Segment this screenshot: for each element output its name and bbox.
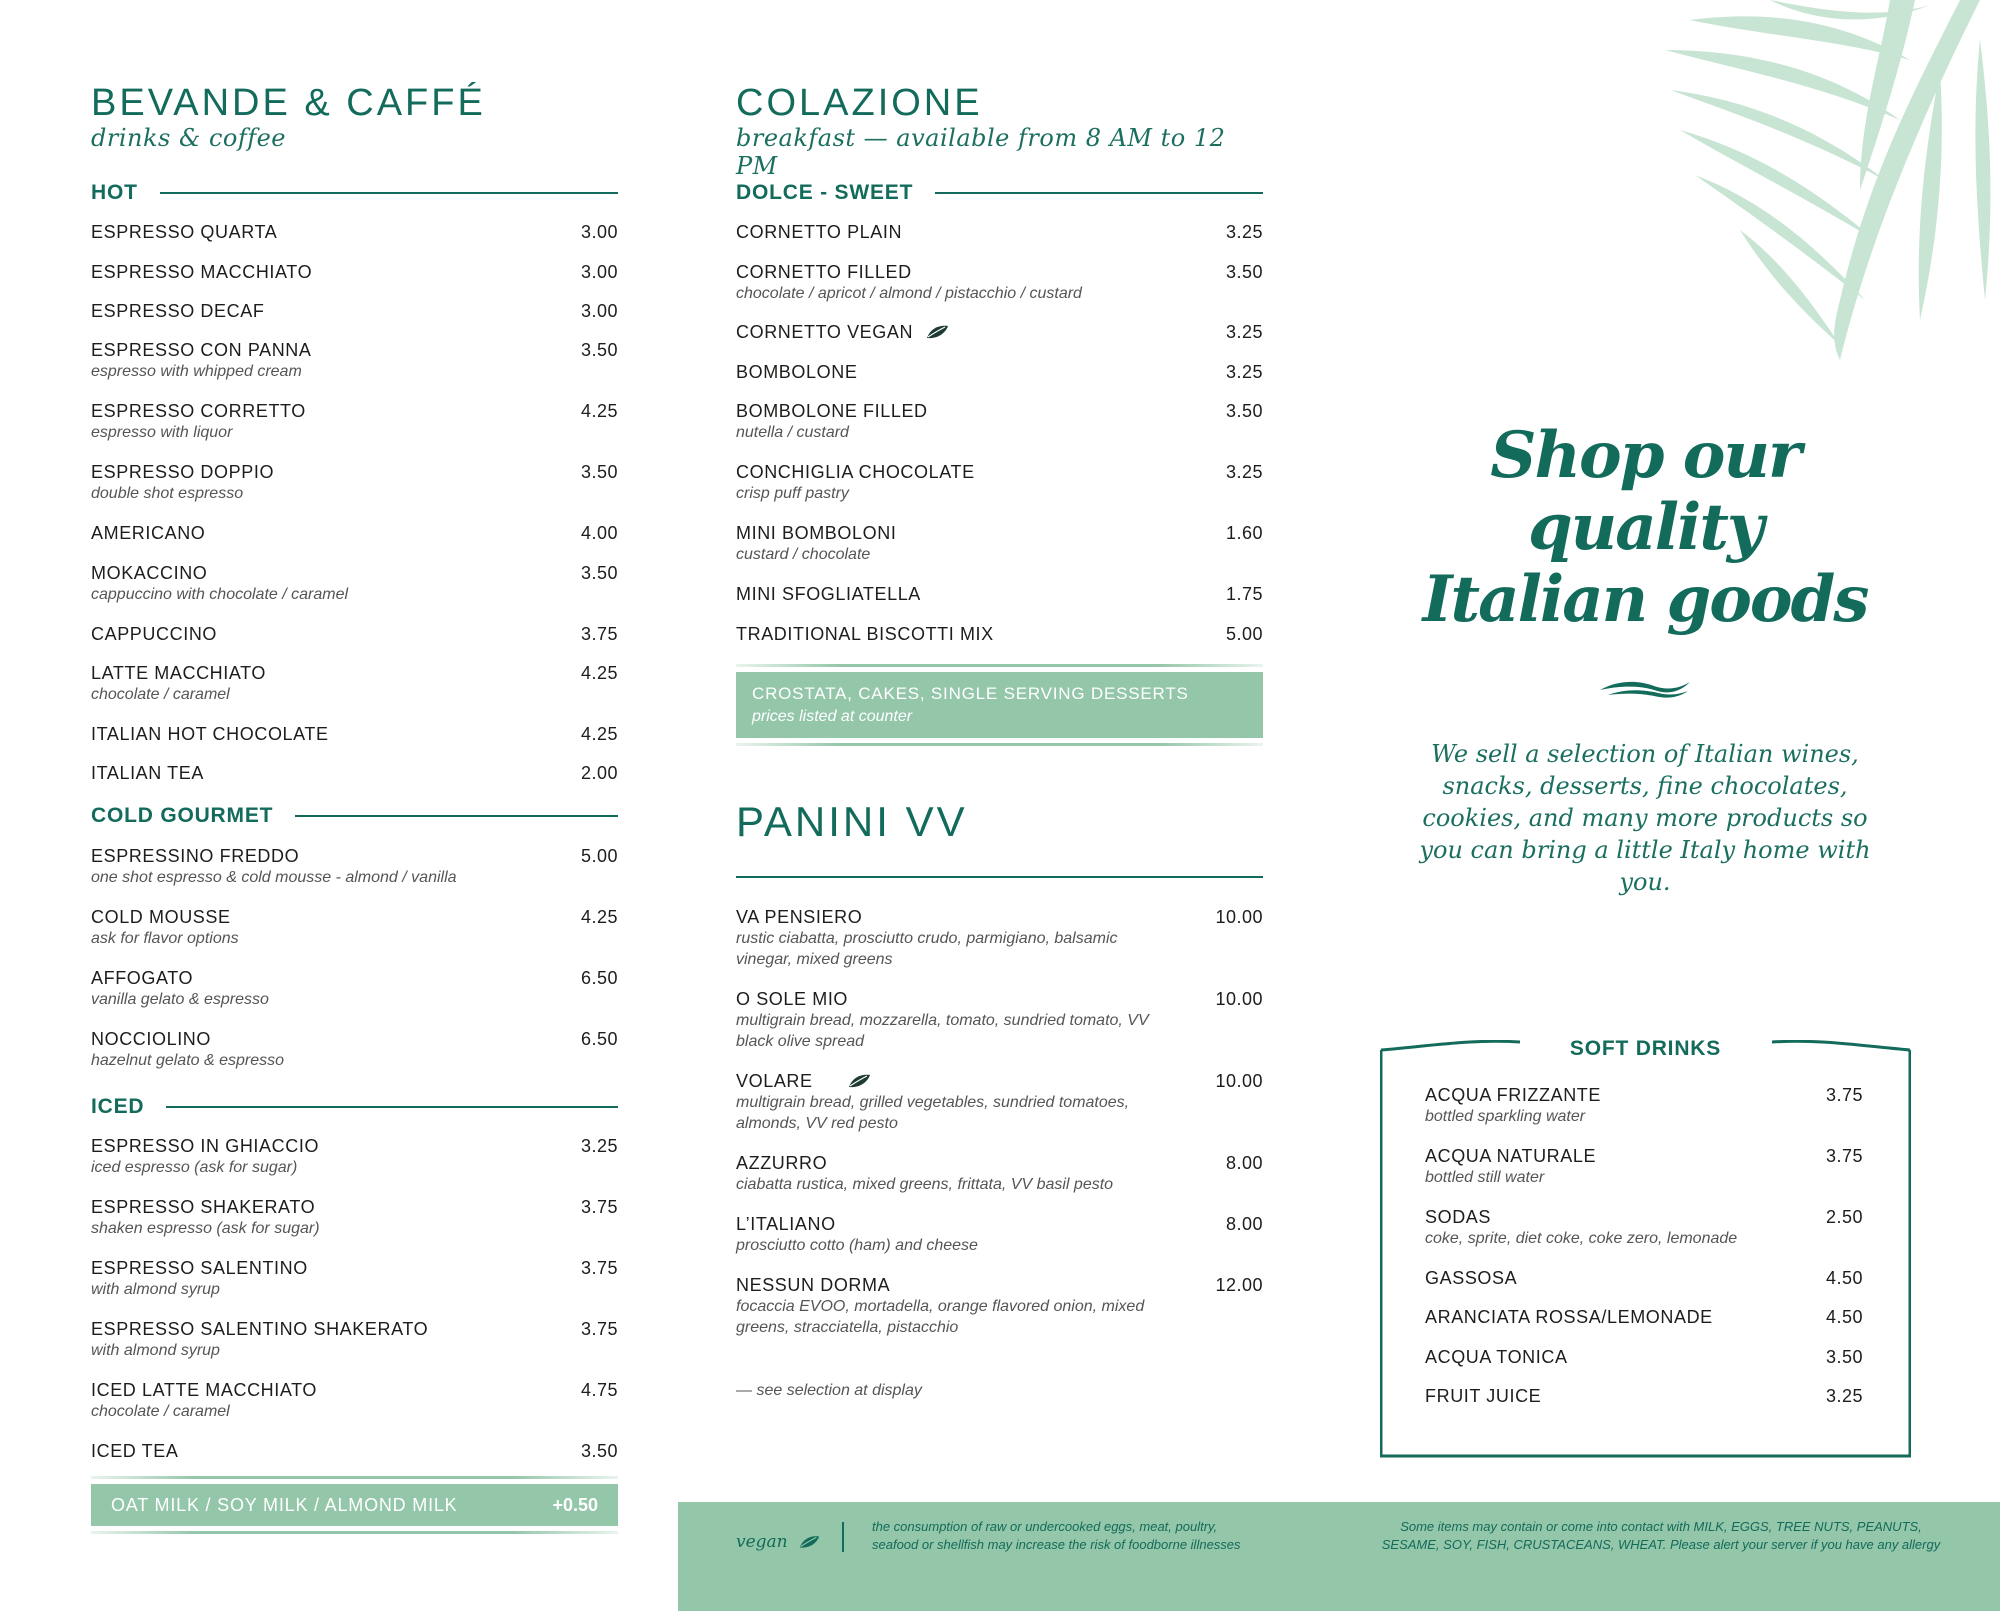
- promo-headline-line2: Italian goods: [1422, 562, 1868, 637]
- menu-item: AMERICANO 4.00: [91, 523, 618, 543]
- wave-flourish-icon: [1598, 676, 1692, 700]
- menu-item: ACQUA FRIZZANTE 3.75 bottled sparkling water: [1425, 1085, 1863, 1125]
- menu-item: ESPRESSO MACCHIATO 3.00: [91, 262, 618, 282]
- menu-item: AZZURRO 8.00 ciabatta rustica, mixed greens, frittata, VV basil pesto: [736, 1153, 1263, 1193]
- divider: [160, 192, 618, 194]
- promo-text: We sell a selection of Italian wines, snacks, desserts, fine chocolates, cookies, and many more products so you can bring a little Italy home with you.: [1419, 740, 1871, 896]
- vegan-legend: [736, 1532, 820, 1552]
- menu-item: CORNETTO VEGAN 3.25: [736, 322, 1263, 342]
- category-label: HOT: [91, 181, 138, 204]
- allergy-warning: Some items may contain or come into contact with MILK, EGGS, TREE NUTS, PEANUTS, SESAME, SOY, FISH, CRUSTACEANS, WHEAT. Please alert your server if you have any allergy: [1381, 1519, 1941, 1552]
- category-label: ICED: [91, 1095, 145, 1118]
- menu-item: VA PENSIERO 10.00 rustic ciabatta, prosciutto crudo, parmigiano, balsamic vinegar, mixed greens: [736, 907, 1263, 968]
- drinks-title: BEVANDE & CAFFÉ: [91, 82, 486, 124]
- divider: [295, 815, 618, 817]
- menu-item: ESPRESSO CORRETTO 4.25 espresso with liquor: [91, 401, 618, 441]
- menu-item: NESSUN DORMA 12.00 focaccia EVOO, mortadella, orange flavored onion, mixed greens, stracciatella, pistacchio: [736, 1275, 1263, 1336]
- footer-bar: [678, 1502, 2000, 1611]
- menu-item: O SOLE MIO 10.00 multigrain bread, mozzarella, tomato, sundried tomato, VV black olive spread: [736, 989, 1263, 1050]
- menu-item: ESPRESSO DOPPIO 3.50 double shot espresso: [91, 462, 618, 502]
- menu-item: ESPRESSO SHAKERATO 3.75 shaken espresso (ask for sugar): [91, 1197, 618, 1237]
- divider: [166, 1106, 618, 1108]
- menu-item: CAPPUCCINO 3.75: [91, 624, 618, 644]
- menu-item: L’ITALIANO 8.00 prosciutto cotto (ham) and cheese: [736, 1214, 1263, 1254]
- menu-item: VOLARE 10.00 multigrain bread, grilled vegetables, sundried tomatoes, almonds, VV red pesto: [736, 1071, 1263, 1132]
- menu-item: ESPRESSO QUARTA 3.00: [91, 222, 618, 242]
- desserts-banner: [736, 672, 1263, 738]
- menu-item: NOCCIOLINO 6.50 hazelnut gelato & espresso: [91, 1029, 618, 1069]
- menu-item: CORNETTO FILLED 3.50 chocolate / apricot / almond / pistacchio / custard: [736, 262, 1263, 302]
- breakfast-subtitle: breakfast — available from 8 AM to 12 PM: [736, 124, 1226, 180]
- menu-item: ESPRESSO DECAF 3.00: [91, 301, 618, 321]
- menu-item: ITALIAN HOT CHOCOLATE 4.25: [91, 724, 618, 744]
- category-iced: [91, 1092, 618, 1122]
- category-label: COLD GOURMET: [91, 804, 274, 827]
- menu-item: COLD MOUSSE 4.25 ask for flavor options: [91, 907, 618, 947]
- menu-item: CORNETTO PLAIN 3.25: [736, 222, 1263, 242]
- menu-item: TRADITIONAL BISCOTTI MIX 5.00: [736, 624, 1263, 644]
- breakfast-title: COLAZIONE: [736, 82, 983, 124]
- promo-block: [1370, 420, 1920, 898]
- panini-note: — see selection at display: [736, 1382, 922, 1399]
- menu-item: MINI BOMBOLONI 1.60 custard / chocolate: [736, 523, 1263, 563]
- category-hot: [91, 178, 618, 208]
- leaf-icon: [798, 1534, 820, 1550]
- menu-item: ACQUA TONICA 3.50: [1425, 1347, 1863, 1367]
- raw-food-warning: the consumption of raw or undercooked eggs, meat, poultry, seafood or shellfish may increase the risk of foodborne illnesses: [872, 1519, 1241, 1552]
- menu-item: MINI SFOGLIATELLA 1.75: [736, 584, 1263, 604]
- leaf-icon: [847, 1073, 871, 1089]
- desserts-banner-note: prices listed at counter: [752, 708, 913, 725]
- menu-item: ITALIAN TEA 2.00: [91, 763, 618, 783]
- menu-item: MOKACCINO 3.50 cappuccino with chocolate / caramel: [91, 563, 618, 603]
- menu-item: AFFOGATO 6.50 vanilla gelato & espresso: [91, 968, 618, 1008]
- menu-item: ESPRESSO IN GHIACCIO 3.25 iced espresso (ask for sugar): [91, 1136, 618, 1176]
- drinks-subtitle: drinks & coffee: [91, 124, 287, 152]
- menu-item: FRUIT JUICE 3.25: [1425, 1386, 1863, 1406]
- menu-item: SODAS 2.50 coke, sprite, diet coke, coke zero, lemonade: [1425, 1207, 1863, 1247]
- divider: [935, 192, 1263, 194]
- menu-item: ICED LATTE MACCHIATO 4.75 chocolate / caramel: [91, 1380, 618, 1420]
- panini-title: PANINI VV: [736, 798, 968, 845]
- category-sweet: [736, 178, 1263, 208]
- menu-item: ICED TEA 3.50: [91, 1441, 618, 1461]
- menu-item: GASSOSA 4.50: [1425, 1268, 1863, 1288]
- divider: [842, 1522, 844, 1552]
- category-cold-gourmet: [91, 801, 618, 831]
- milk-options-price: +0.50: [552, 1495, 598, 1515]
- menu-item: BOMBOLONE FILLED 3.50 nutella / custard: [736, 401, 1263, 441]
- menu-item: ESPRESSO SALENTINO 3.75 with almond syrup: [91, 1258, 618, 1298]
- menu-item: ESPRESSO SALENTINO SHAKERATO 3.75 with almond syrup: [91, 1319, 618, 1359]
- category-label: DOLCE - SWEET: [736, 181, 914, 204]
- menu-item: ACQUA NATURALE 3.75 bottled still water: [1425, 1146, 1863, 1186]
- menu-item: CONCHIGLIA CHOCOLATE 3.25 crisp puff pastry: [736, 462, 1263, 502]
- milk-options-label: OAT MILK / SOY MILK / ALMOND MILK: [111, 1495, 458, 1515]
- palm-frond-icon: [1540, 0, 2000, 370]
- menu-item: LATTE MACCHIATO 4.25 chocolate / caramel: [91, 663, 618, 703]
- promo-headline-line1: Shop our quality: [1490, 418, 1800, 565]
- divider: [736, 876, 1263, 878]
- milk-options-banner: [91, 1484, 618, 1526]
- menu-item: ARANCIATA ROSSA/LEMONADE 4.50: [1425, 1307, 1863, 1327]
- menu-item: BOMBOLONE 3.25: [736, 362, 1263, 382]
- vegan-label: vegan: [736, 1532, 788, 1552]
- desserts-banner-label: CROSTATA, CAKES, SINGLE SERVING DESSERTS: [752, 684, 1189, 703]
- menu-item: ESPRESSINO FREDDO 5.00 one shot espresso & cold mousse - almond / vanilla: [91, 846, 618, 886]
- menu-item: ESPRESSO CON PANNA 3.50 espresso with whipped cream: [91, 340, 618, 380]
- leaf-icon: [925, 324, 949, 340]
- soft-drinks-box: [1380, 1037, 1911, 1458]
- soft-drinks-title: SOFT DRINKS: [1569, 1037, 1722, 1060]
